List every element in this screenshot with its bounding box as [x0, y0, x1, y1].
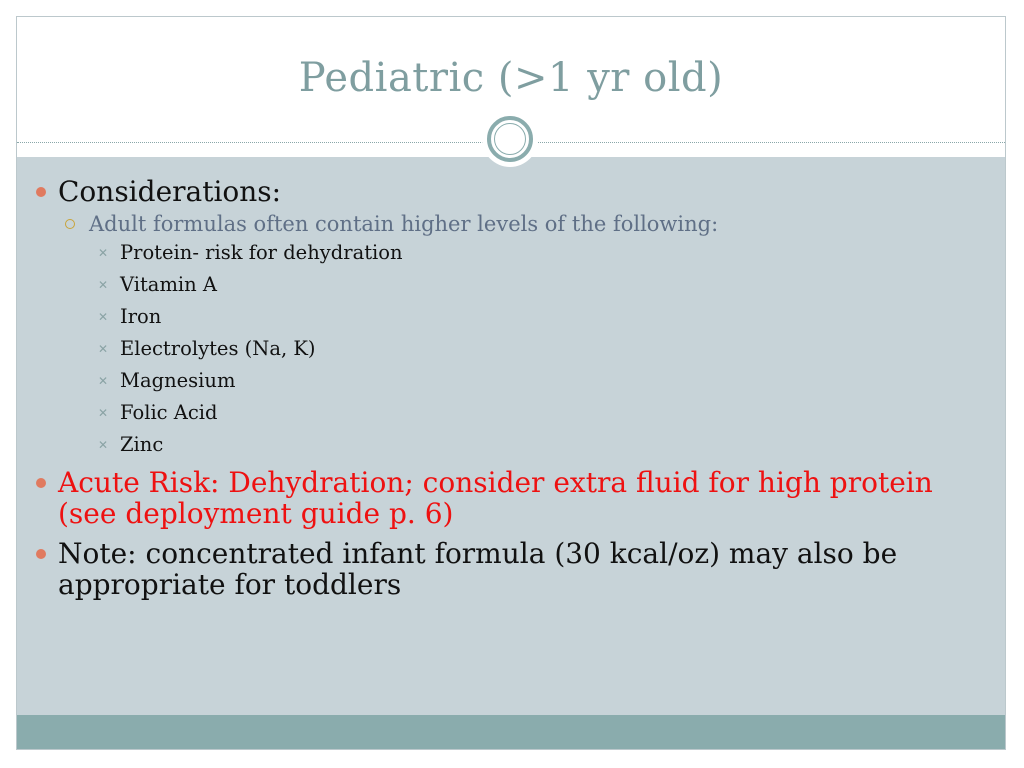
footer-band	[17, 715, 1005, 750]
list-item	[0, 269, 1024, 301]
list-item-text: Iron	[120, 305, 162, 328]
inner-ring	[494, 123, 526, 155]
x-cross-bullet-icon: ✕	[98, 438, 109, 452]
bullet-text: Considerations:	[58, 175, 282, 208]
bullet-note	[0, 538, 1024, 600]
bullet-dot-icon	[36, 187, 46, 197]
list-item	[0, 397, 1024, 429]
list-item	[0, 333, 1024, 365]
bullet-acute-risk	[0, 467, 1024, 529]
sub-bullet-adult-formulas	[0, 211, 1024, 237]
x-cross-bullet-icon: ✕	[98, 278, 109, 292]
list-item-text: Vitamin A	[120, 273, 218, 296]
list-item	[0, 237, 1024, 269]
slide-title: Pediatric (>1 yr old)	[298, 55, 724, 101]
list-item-text: Folic Acid	[120, 401, 218, 424]
list-item-text: Magnesium	[120, 369, 236, 392]
list-item-text: Electrolytes (Na, K)	[120, 337, 316, 360]
x-cross-bullet-icon: ✕	[98, 310, 109, 324]
list-item-text: Zinc	[120, 433, 164, 456]
list-item	[0, 365, 1024, 397]
bullet-considerations	[0, 176, 1024, 207]
bullet-dot-icon	[36, 549, 46, 559]
list-item	[0, 429, 1024, 461]
x-cross-bullet-icon: ✕	[98, 246, 109, 260]
bullet-text: Acute Risk: Dehydration; consider extra fluid for high protein (see deployment guide p. 6)	[58, 466, 933, 530]
list-item	[0, 301, 1024, 333]
bullet-text: Note: concentrated infant formula (30 kcal/oz) may also be appropriate for toddlers	[58, 537, 898, 601]
sub-bullet-text: Adult formulas often contain higher levels of the following:	[89, 212, 719, 236]
list-item-text: Protein- risk for dehydration	[120, 241, 403, 264]
slide-body	[0, 176, 1024, 600]
double-ring-icon	[487, 116, 533, 162]
x-cross-bullet-icon: ✕	[98, 406, 109, 420]
x-cross-bullet-icon: ✕	[98, 342, 109, 356]
hollow-circle-bullet-icon	[65, 219, 75, 229]
bullet-dot-icon	[36, 478, 46, 488]
x-cross-bullet-icon: ✕	[98, 374, 109, 388]
